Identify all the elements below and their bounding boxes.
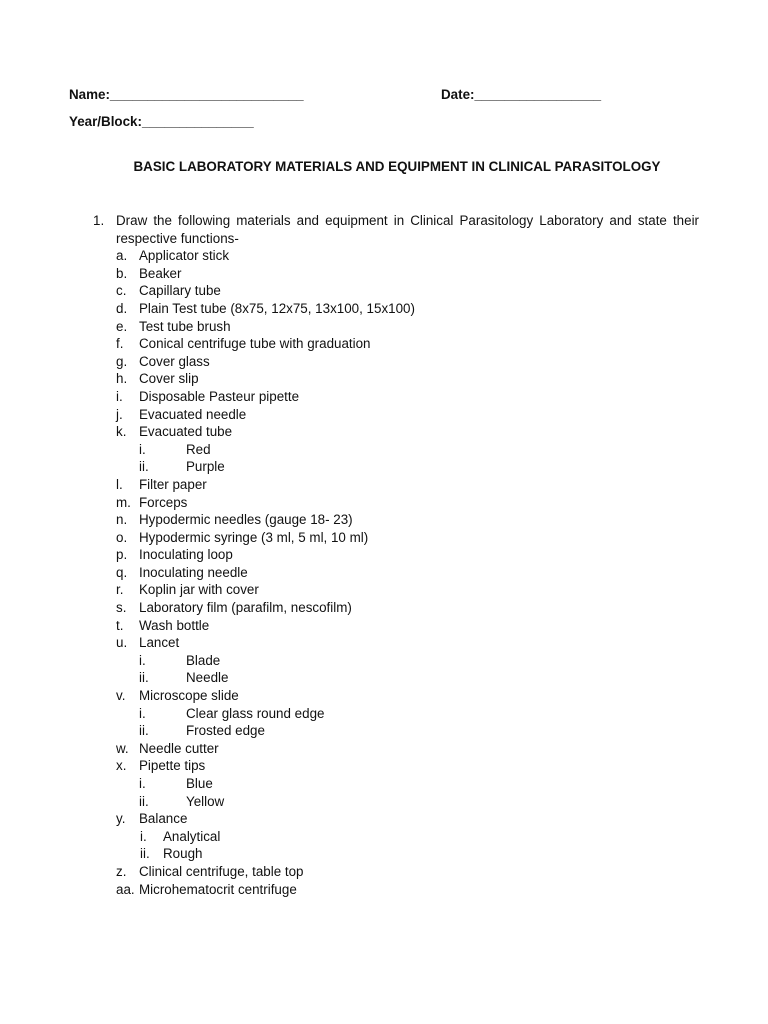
sub-list-item bbox=[116, 441, 699, 459]
list-item bbox=[116, 881, 699, 899]
sub-list-item-text: Analytical bbox=[163, 828, 221, 844]
list-item-text: Needle cutter bbox=[139, 740, 219, 756]
list-item-label: f. bbox=[116, 336, 124, 352]
list-item-text: Conical centrifuge tube with graduation bbox=[139, 336, 371, 352]
list-item bbox=[116, 581, 699, 599]
list-item-label: a. bbox=[116, 248, 128, 264]
sub-list-item bbox=[116, 722, 699, 740]
list-item-label: j. bbox=[116, 406, 123, 422]
sub-list-item-label: i. bbox=[139, 441, 146, 457]
list-item-text: Applicator stick bbox=[139, 248, 230, 264]
list-item bbox=[116, 634, 699, 652]
list-item-text: Beaker bbox=[139, 265, 182, 281]
list-item bbox=[116, 406, 699, 424]
list-item-text: Pipette tips bbox=[139, 758, 206, 774]
list-item-label: v. bbox=[116, 688, 126, 704]
list-item bbox=[116, 740, 699, 758]
list-item bbox=[116, 757, 699, 775]
list-item bbox=[116, 318, 699, 336]
list-item-label: i. bbox=[116, 388, 123, 404]
sub-list-item-label: ii. bbox=[139, 723, 149, 739]
list-item bbox=[116, 529, 699, 547]
list-item-label: aa. bbox=[116, 881, 135, 897]
list-item-text: Forceps bbox=[139, 494, 188, 510]
list-item-label: r. bbox=[116, 582, 124, 598]
list-item-label: k. bbox=[116, 424, 127, 440]
list-item-label: t. bbox=[116, 617, 124, 633]
sub-list-item bbox=[116, 652, 699, 670]
sub-list-item bbox=[116, 669, 699, 687]
list-item bbox=[116, 300, 699, 318]
list-item-label: x. bbox=[116, 758, 127, 774]
list-item bbox=[116, 564, 699, 582]
list-item-label: w. bbox=[116, 740, 129, 756]
sub-list-item-text: Clear glass round edge bbox=[186, 705, 325, 721]
sub-list-item-label: ii. bbox=[139, 793, 149, 809]
list-item-label: o. bbox=[116, 529, 128, 545]
sub-list-item-text: Blue bbox=[186, 776, 213, 791]
list-item bbox=[116, 335, 699, 353]
list-item-text: Cover glass bbox=[139, 353, 210, 369]
list-item-label: z. bbox=[116, 863, 127, 879]
sub-list-item bbox=[116, 458, 699, 476]
list-item-text: Filter paper bbox=[139, 476, 207, 492]
sub-list-item-label: ii. bbox=[139, 459, 149, 475]
list-item-label: e. bbox=[116, 318, 128, 334]
list-item-text: Inoculating needle bbox=[139, 564, 248, 580]
list-item bbox=[116, 810, 699, 828]
list-item-text: Inoculating loop bbox=[139, 547, 233, 563]
sub-list-item-label: i. bbox=[139, 652, 146, 668]
sub-list-item-text: Red bbox=[186, 441, 211, 457]
sub-list-item-label: i. bbox=[139, 776, 146, 791]
sub-list-item-text: Yellow bbox=[186, 793, 225, 809]
list-item-text: Capillary tube bbox=[139, 283, 221, 299]
list-item bbox=[116, 388, 699, 406]
question-text: Draw the following materials and equipment in Clinical Parasitology Laboratory and state their respective functions- bbox=[116, 213, 699, 246]
list-item-text: Clinical centrifuge, table top bbox=[139, 863, 304, 879]
question-1 bbox=[93, 212, 699, 898]
list-item-text: Microhematocrit centrifuge bbox=[139, 881, 297, 897]
list-item-label: s. bbox=[116, 600, 127, 616]
list-item bbox=[116, 247, 699, 265]
list-item-label: b. bbox=[116, 265, 128, 281]
list-item-label: y. bbox=[116, 811, 126, 827]
list-item-text: Evacuated tube bbox=[139, 424, 233, 440]
list-item-label: p. bbox=[116, 547, 128, 563]
list-item-label: d. bbox=[116, 300, 128, 316]
list-item-text: Plain Test tube (8x75, 12x75, 13x100, 15x100) bbox=[139, 300, 415, 316]
list-item-text: Test tube brush bbox=[139, 318, 231, 334]
sub-list-item-text: Frosted edge bbox=[186, 723, 265, 739]
list-item-text: Hypodermic syringe (3 ml, 5 ml, 10 ml) bbox=[139, 529, 369, 545]
list-item bbox=[116, 282, 699, 300]
materials-list bbox=[116, 247, 699, 898]
question-number: 1. bbox=[93, 213, 105, 228]
list-item-text: Hypodermic needles (gauge 18- 23) bbox=[139, 512, 353, 528]
list-item-label: m. bbox=[116, 494, 131, 510]
list-item bbox=[116, 546, 699, 564]
list-item bbox=[116, 511, 699, 529]
sub-list-item-text: Needle bbox=[186, 670, 229, 686]
list-item-label: c. bbox=[116, 283, 127, 299]
list-item-text: Koplin jar with cover bbox=[139, 582, 259, 598]
list-item-text: Microscope slide bbox=[139, 688, 239, 704]
list-item-text: Wash bottle bbox=[139, 617, 210, 633]
list-item bbox=[116, 353, 699, 371]
year-block-field: Year/Block:_______________ bbox=[69, 114, 254, 129]
sub-list-item bbox=[116, 828, 699, 846]
sub-list-item-text: Rough bbox=[163, 846, 203, 862]
sub-list-item-label: ii. bbox=[139, 670, 149, 686]
list-item-text: Cover slip bbox=[139, 371, 199, 387]
list-item bbox=[116, 370, 699, 388]
document-title: BASIC LABORATORY MATERIALS AND EQUIPMENT IN CLINICAL PARASITOLOGY bbox=[133, 159, 661, 174]
list-item bbox=[116, 476, 699, 494]
list-item-text: Laboratory film (parafilm, nescofilm) bbox=[139, 600, 352, 616]
list-item-text: Lancet bbox=[139, 635, 180, 651]
list-item-label: n. bbox=[116, 512, 128, 528]
sub-list-item-label: ii. bbox=[140, 846, 150, 862]
sub-list-item-label: i. bbox=[140, 828, 147, 844]
list-item-text: Disposable Pasteur pipette bbox=[139, 388, 300, 404]
list-item-label: q. bbox=[116, 564, 128, 580]
list-item-text: Evacuated needle bbox=[139, 406, 247, 422]
list-item bbox=[116, 617, 699, 635]
list-item-label: l. bbox=[116, 476, 123, 492]
list-item bbox=[116, 687, 699, 705]
sub-list-item-label: i. bbox=[139, 705, 146, 721]
sub-list-item-text: Purple bbox=[186, 459, 225, 475]
sub-list-item bbox=[116, 845, 699, 863]
list-item-label: g. bbox=[116, 353, 128, 369]
list-item bbox=[116, 265, 699, 283]
sub-list-item bbox=[116, 705, 699, 723]
list-item-label: h. bbox=[116, 371, 128, 387]
list-item bbox=[116, 494, 699, 512]
sub-list-item bbox=[116, 793, 699, 811]
list-item-text: Balance bbox=[139, 811, 188, 827]
sub-list-item bbox=[116, 775, 699, 793]
name-field: Name:__________________________ bbox=[69, 87, 304, 102]
list-item bbox=[116, 863, 699, 881]
date-field: Date:_________________ bbox=[441, 87, 602, 102]
list-item bbox=[116, 423, 699, 441]
list-item-label: u. bbox=[116, 635, 128, 651]
sub-list-item-text: Blade bbox=[186, 652, 221, 668]
list-item bbox=[116, 599, 699, 617]
